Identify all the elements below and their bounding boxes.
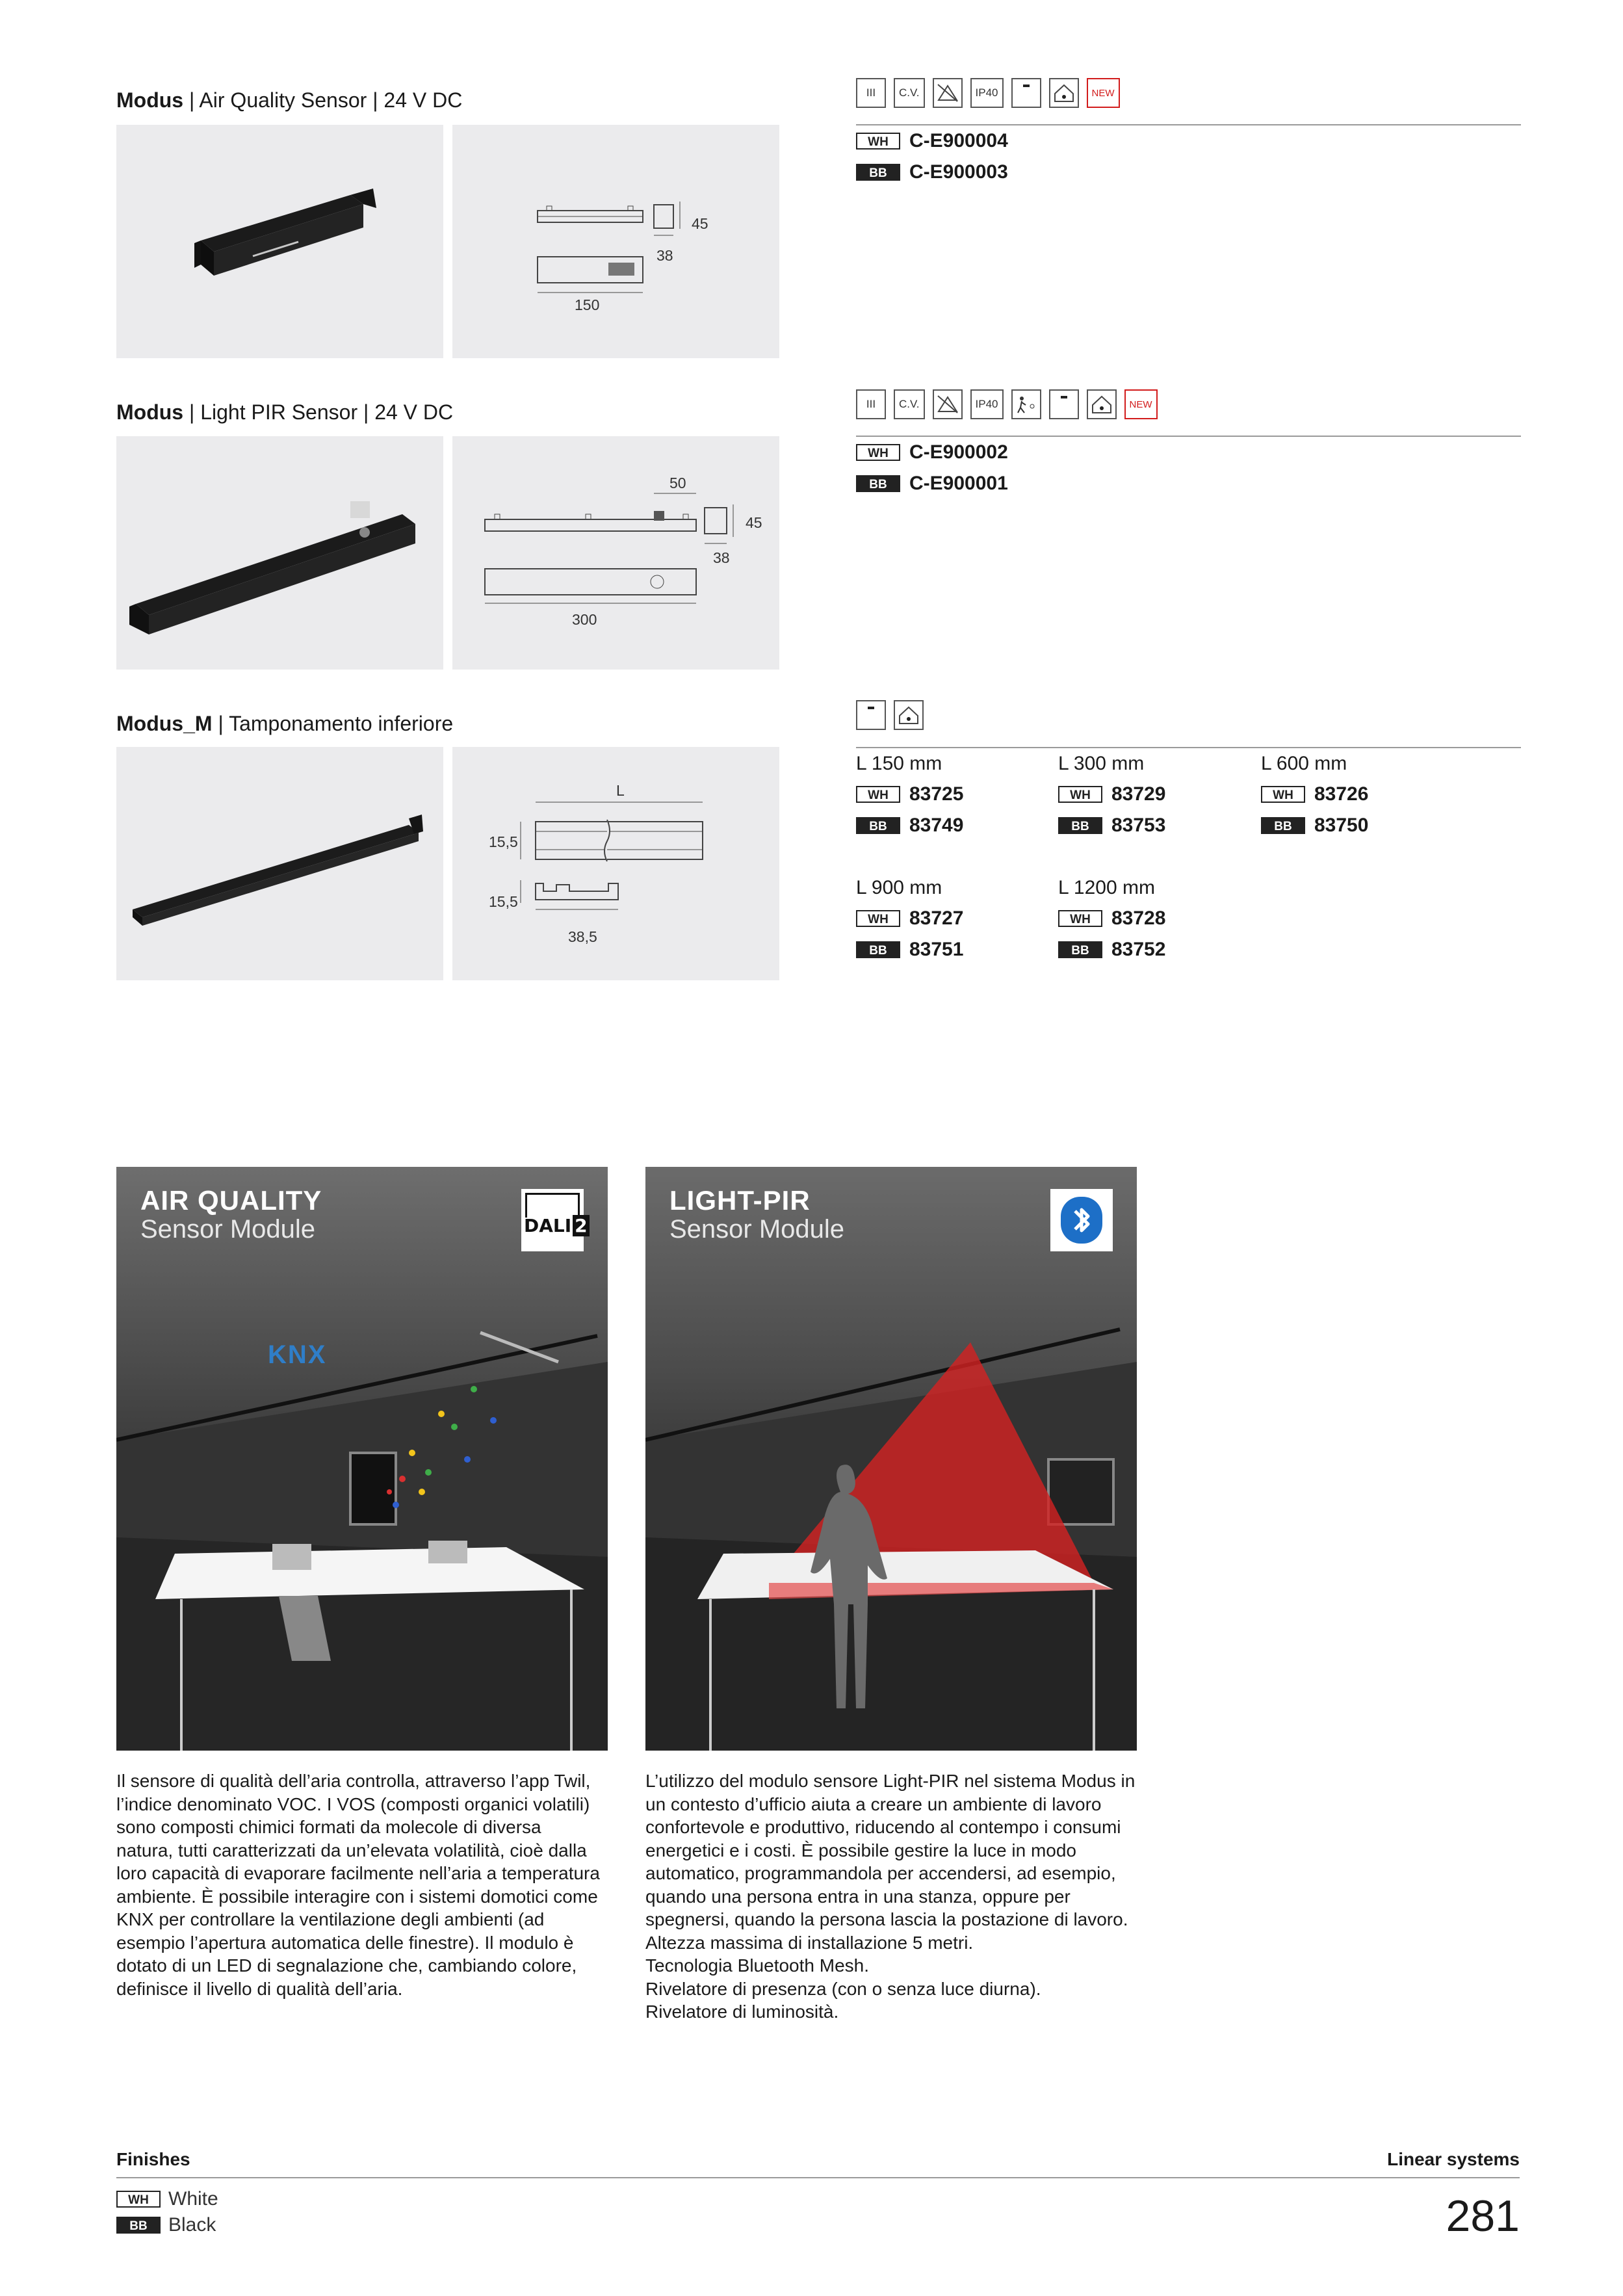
code-row-wh	[856, 907, 963, 930]
product-title-air-quality: Modus | Air Quality Sensor | 24 V DC	[116, 88, 463, 112]
ceiling-mount-icon	[1049, 389, 1079, 419]
code-row-wh	[1261, 783, 1368, 805]
product-code: 83751	[909, 939, 964, 960]
code-row-wh	[856, 130, 1008, 152]
product-code: 83749	[909, 815, 964, 836]
product-code: 83753	[1111, 815, 1166, 836]
description-line: Altezza massima di installazione 5 metri.	[645, 1932, 974, 1953]
spec-icons-light-pir	[856, 389, 1158, 419]
product-code: 83752	[1111, 939, 1166, 960]
length-label: L 300 mm	[1058, 753, 1145, 774]
new-badge: NEW	[1124, 389, 1158, 419]
dim-height: 45	[692, 215, 708, 232]
finish-white	[116, 2188, 218, 2210]
finish-badge-bb: BB	[856, 817, 900, 834]
spec-icons-air-quality	[856, 78, 1120, 108]
length-label: L 900 mm	[856, 877, 942, 898]
code-row-wh	[1058, 907, 1165, 930]
divider	[856, 747, 1521, 748]
class-iii-icon: III	[856, 389, 886, 419]
finish-badge-wh: WH	[116, 2191, 161, 2208]
finish-label: Black	[168, 2214, 216, 2236]
house-icon	[1087, 389, 1117, 419]
code-row-bb	[1261, 815, 1368, 837]
divider	[856, 436, 1521, 437]
code-row-bb	[856, 473, 1008, 495]
code-row-wh	[856, 441, 1008, 463]
ceiling-mount-icon	[1011, 78, 1041, 108]
dimension-drawing	[452, 436, 779, 670]
finish-badge-wh: WH	[856, 786, 900, 803]
class-iii-icon: III	[856, 78, 886, 108]
finish-badge-bb: BB	[856, 164, 900, 181]
house-icon	[894, 700, 924, 730]
bluetooth-icon	[1050, 1189, 1113, 1251]
constant-voltage-icon: C.V.	[894, 78, 925, 108]
product-code: 83726	[1314, 783, 1369, 805]
product-code: C-E900003	[909, 161, 1008, 183]
product-photo-light-pir	[116, 436, 443, 670]
divider	[856, 124, 1521, 125]
air-quality-office-photo	[116, 1167, 608, 1751]
description-line: Tecnologia Bluetooth Mesh.	[645, 1955, 869, 1976]
code-row-bb	[1058, 815, 1165, 837]
house-icon	[1049, 78, 1079, 108]
page-number: 281	[1446, 2191, 1520, 2241]
finish-badge-bb: BB	[1058, 817, 1102, 834]
track-module-image	[116, 436, 443, 670]
dim-width: 38	[656, 247, 673, 264]
constant-voltage-icon: C.V.	[894, 389, 925, 419]
code-row-bb	[1058, 939, 1165, 961]
dim-width: 38	[713, 549, 730, 566]
dali-logo-number: 2	[573, 1215, 589, 1236]
section-title: Linear systems	[1387, 2149, 1520, 2169]
dim-length-label: L	[616, 782, 625, 799]
finish-badge-bb: BB	[856, 941, 900, 958]
finish-badge-bb: BB	[116, 2217, 161, 2234]
card-title: AIR QUALITY	[140, 1185, 322, 1216]
description-paragraph: Il sensore di qualità dell’aria controlla, attraverso l’app Twil, l’indice denominato VOC. I VOS (composti organici volatili) sono composti chimici formati da molecole di diversa natura, tutti caratterizzati da un’elevata volatilità, cioè dalla loro capacità di evaporare facilmente nell’aria a temperatura ambiente. È possibile interagire con i sistemi domotici come KNX per controllare la ventilazione degli ambienti (ad esempio l’apertura automatica delle finestre). Il modulo è dotato di un LED di segnalazione che, cambiando colore, definisce il livello di qualità dell’aria.	[116, 1771, 600, 1999]
no-fire-icon	[933, 389, 963, 419]
air-quality-description	[116, 1769, 601, 2000]
finish-black	[116, 2214, 216, 2236]
motion-sensor-icon	[1011, 389, 1041, 419]
dim-width: 38,5	[568, 928, 597, 945]
length-label: L 150 mm	[856, 753, 942, 774]
footer-divider	[116, 2177, 1520, 2178]
code-row-bb	[856, 161, 1008, 183]
dim-length: 150	[575, 296, 600, 313]
product-code: 83729	[1111, 783, 1166, 805]
code-row-wh	[1058, 783, 1165, 805]
description-line: Rivelatore di luminosità.	[645, 2002, 839, 2022]
product-code: C-E900001	[909, 473, 1008, 494]
no-fire-icon	[933, 78, 963, 108]
dimension-drawing	[452, 125, 779, 358]
dali-logo-text: DALI	[524, 1215, 572, 1236]
finish-badge-wh: WH	[1261, 786, 1305, 803]
knx-logo: KNX	[268, 1340, 327, 1369]
finish-badge-bb: BB	[1261, 817, 1305, 834]
product-code: 83750	[1314, 815, 1369, 836]
length-label: L 600 mm	[1261, 753, 1347, 774]
ceiling-mount-icon	[856, 700, 886, 730]
ip40-icon: IP40	[970, 389, 1004, 419]
card-title: LIGHT-PIR	[669, 1185, 811, 1216]
finish-badge-bb: BB	[856, 475, 900, 492]
description-line: Rivelatore di presenza (con o senza luce diurna).	[645, 1978, 1041, 1999]
finishes-heading: Finishes	[116, 2149, 190, 2169]
description-paragraph: L’utilizzo del modulo sensore Light-PIR nel sistema Modus in un contesto d’ufficio aiuta a creare un ambiente di lavoro confortevole e produttivo, riducendo al contempo i consumi energetici e i costi. È possibile gestire la luce in modo automatico, programmandola per accendersi, ad esempio, quando una persona entra in una stanza, oppure per spegnersi, quando la persona lascia la postazione di lavoro.	[645, 1771, 1136, 1929]
finish-badge-bb: BB	[1058, 941, 1102, 958]
product-title-modus-m: Modus_M | Tamponamento inferiore	[116, 712, 454, 735]
product-title-light-pir: Modus | Light PIR Sensor | 24 V DC	[116, 400, 454, 424]
dim-length: 300	[572, 611, 597, 628]
cover-profile-image	[116, 747, 443, 980]
finish-badge-wh: WH	[856, 133, 900, 150]
code-row-bb	[856, 939, 963, 961]
code-row-wh	[856, 783, 963, 805]
office-scene	[645, 1167, 1137, 1751]
dim-height: 45	[746, 514, 762, 531]
product-code: 83725	[909, 783, 964, 805]
card-subtitle: Sensor Module	[140, 1215, 316, 1244]
product-photo-air-quality	[116, 125, 443, 358]
product-code: 83728	[1111, 907, 1166, 929]
track-module-image	[116, 125, 443, 358]
card-subtitle: Sensor Module	[669, 1215, 845, 1244]
dim-offset: 50	[669, 475, 686, 491]
light-pir-office-photo	[645, 1167, 1137, 1751]
product-code: 83727	[909, 907, 964, 929]
finish-label: White	[168, 2188, 218, 2210]
spec-icons-modus-m	[856, 700, 924, 730]
dim-height-2: 15,5	[489, 893, 518, 910]
finish-badge-wh: WH	[856, 444, 900, 461]
ip40-icon: IP40	[970, 78, 1004, 108]
technical-drawing-light-pir	[452, 436, 779, 670]
length-label: L 1200 mm	[1058, 877, 1155, 898]
finish-badge-wh: WH	[1058, 910, 1102, 927]
technical-drawing-air-quality	[452, 125, 779, 358]
dim-height-1: 15,5	[489, 833, 518, 850]
code-row-bb	[856, 815, 963, 837]
finish-badge-wh: WH	[856, 910, 900, 927]
product-code: C-E900002	[909, 441, 1008, 463]
product-code: C-E900004	[909, 130, 1008, 151]
office-scene	[116, 1167, 608, 1751]
dali-logo	[521, 1189, 588, 1251]
new-badge: NEW	[1087, 78, 1120, 108]
finish-badge-wh: WH	[1058, 786, 1102, 803]
product-photo-modus-m	[116, 747, 443, 980]
light-pir-description	[645, 1769, 1137, 2024]
